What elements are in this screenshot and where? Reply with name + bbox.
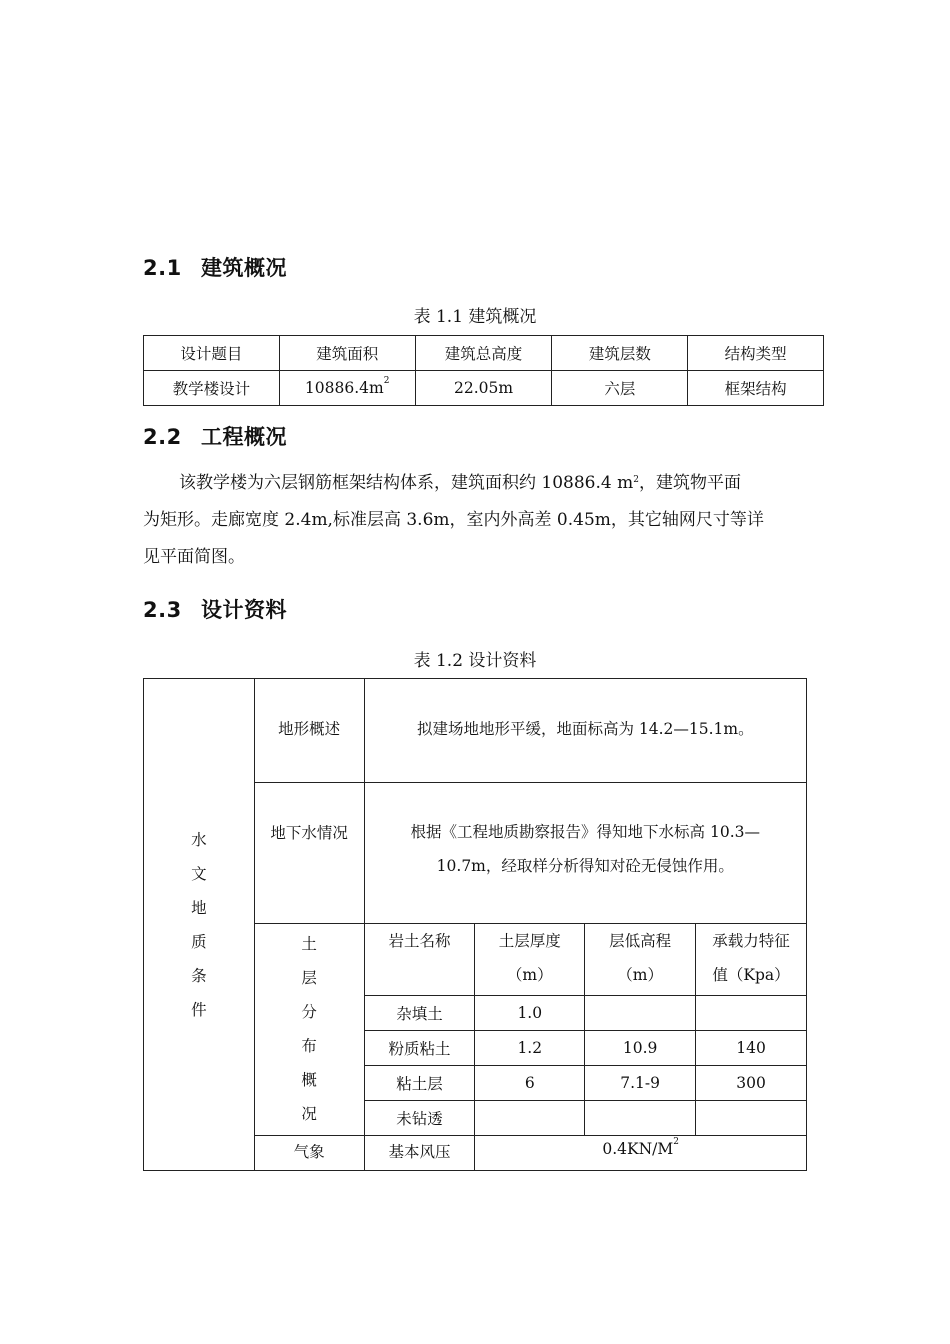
terrain-row — [144, 679, 807, 783]
groundwater-text: 根据《工程地质勘察报告》得知地下水标高 10.3— 10.7m，经取样分析得知对砼无侵蚀作用。 — [364, 783, 806, 924]
table-cell: 10.9 — [585, 1031, 696, 1066]
table-cell: 6 — [475, 1066, 585, 1101]
table-cell: 教学楼设计 — [144, 371, 280, 406]
area-value: 10886.4m — [304, 379, 384, 397]
header-cell: 建筑层数 — [552, 336, 688, 371]
table-cell: 140 — [696, 1031, 807, 1066]
table-cell: 粘土层 — [364, 1066, 475, 1101]
table-caption-1-2: 表 1.2 设计资料 — [413, 651, 537, 671]
section-title: 工程概况 — [201, 425, 287, 449]
soil-header-cell: 承载力特征 值（Kpa） — [696, 924, 807, 996]
soil-header-cell: 土层厚度 （m） — [475, 924, 585, 996]
table-row — [144, 371, 824, 406]
table-building-overview — [143, 335, 824, 406]
table-cell: 粉质粘土 — [364, 1031, 475, 1066]
section-title: 建筑概况 — [201, 256, 287, 280]
header-cell: 建筑总高度 — [415, 336, 552, 371]
header-cell: 结构类型 — [688, 336, 824, 371]
table-cell: 300 — [696, 1066, 807, 1101]
section-heading-2-1 — [143, 252, 287, 282]
climate-label: 气象 — [254, 1136, 364, 1171]
table-caption-1-1: 表 1.1 建筑概况 — [413, 307, 537, 327]
hydro-geology-label: 水 文 地 质 条 件 — [144, 679, 255, 1171]
terrain-text: 拟建场地地形平缓，地面标高为 14.2—15.1m。 — [364, 679, 806, 783]
paragraph-line: 该教学楼为六层钢筋框架结构体系，建筑面积约 10886.4 $m^2$，建筑物平面 — [179, 473, 741, 493]
table-design-data — [143, 678, 807, 1171]
table-header-row — [144, 336, 824, 371]
table-cell: 7.1-9 — [585, 1066, 696, 1101]
table-cell — [475, 1101, 585, 1136]
terrain-label: 地形概述 — [254, 679, 364, 783]
table-cell: 杂填土 — [364, 996, 475, 1031]
soil-header-cell: 岩土名称 — [364, 924, 475, 996]
soil-distribution-label: 土 层 分 布 概 况 — [254, 924, 364, 1136]
section-title: 设计资料 — [201, 598, 287, 622]
table-cell: 22.05m — [415, 371, 552, 406]
table-cell — [585, 996, 696, 1031]
section-heading-2-3 — [143, 594, 287, 624]
paragraph-line: 见平面简图。 — [143, 547, 245, 567]
area-superscript: 2 — [383, 376, 390, 386]
table-cell: 1.0 — [475, 996, 585, 1031]
table-cell-area — [279, 371, 415, 406]
table-cell: 1.2 — [475, 1031, 585, 1066]
groundwater-label: 地下水情况 — [254, 783, 364, 924]
table-cell: 六层 — [552, 371, 688, 406]
section-number: 2.3 — [143, 598, 182, 622]
header-cell: 建筑面积 — [279, 336, 415, 371]
table-cell: 框架结构 — [688, 371, 824, 406]
wind-pressure-label: 基本风压 — [364, 1136, 475, 1171]
wind-pressure-value: $0.4KN/M^2$ — [475, 1136, 807, 1171]
section-number: 2.2 — [143, 425, 182, 449]
project-overview-paragraph — [143, 465, 811, 576]
section-heading-2-2 — [143, 421, 287, 451]
table-cell — [696, 996, 807, 1031]
table-cell: 未钻透 — [364, 1101, 475, 1136]
table-cell — [696, 1101, 807, 1136]
header-cell: 设计题目 — [144, 336, 280, 371]
soil-header-cell: 层低高程 （m） — [585, 924, 696, 996]
table-cell — [585, 1101, 696, 1136]
paragraph-line: 为矩形。走廊宽度 2.4m,标准层高 3.6m，室内外高差 0.45m，其它轴网尺寸等详 — [143, 510, 764, 530]
section-number: 2.1 — [143, 256, 182, 280]
